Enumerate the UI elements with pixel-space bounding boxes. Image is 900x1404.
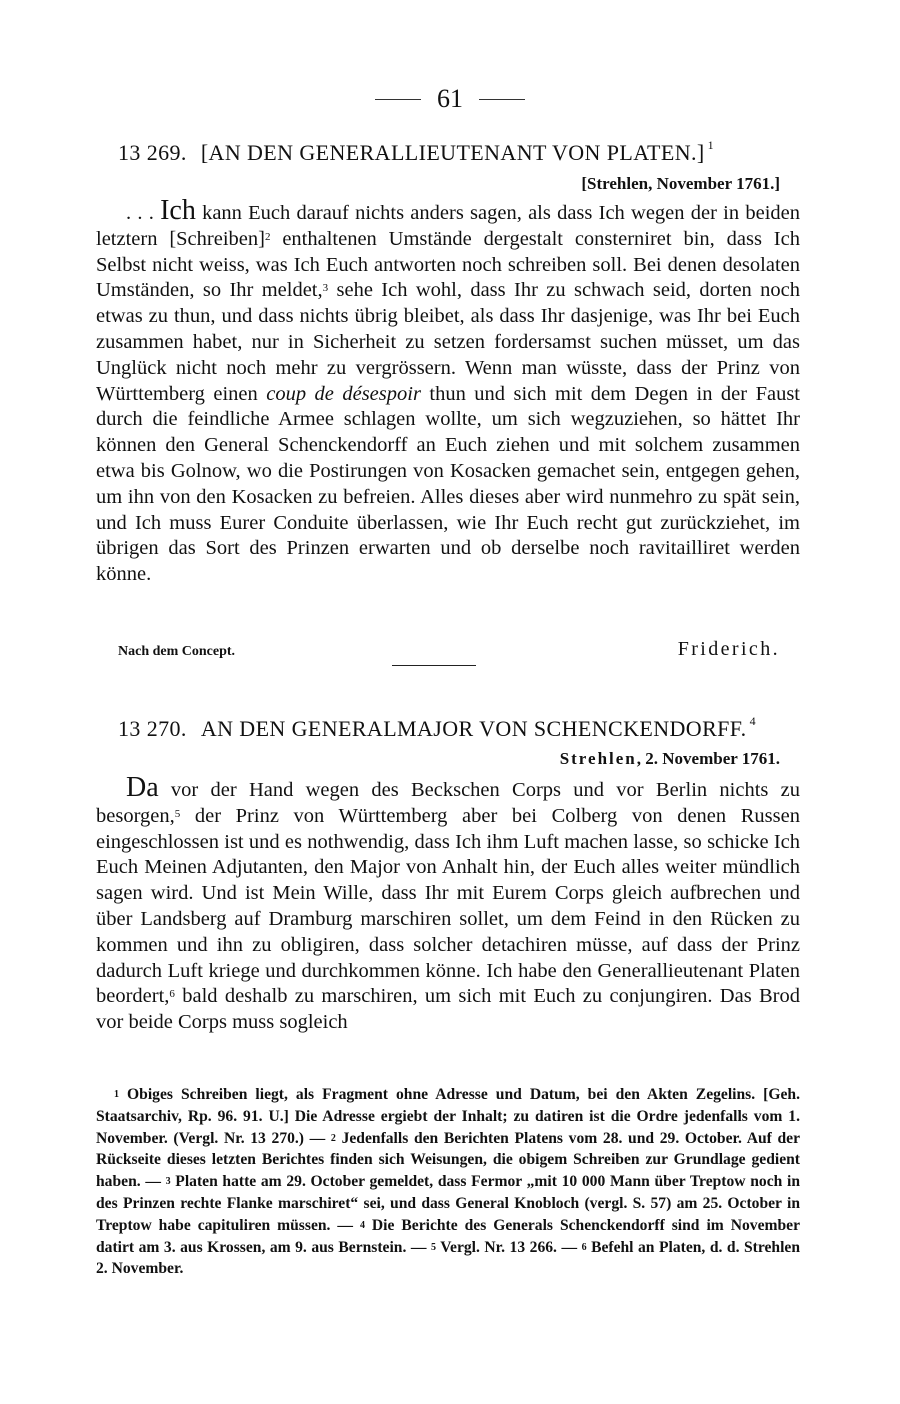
- text-run: vor der Hand wegen des Beckschen Corps und vor Berlin nichts zu besorgen,: [96, 779, 800, 827]
- letter-2-title-note: 4: [749, 714, 756, 728]
- footnote-block: [96, 1084, 800, 1280]
- letter-2-heading: [118, 716, 798, 742]
- dateline-date: , 2. November 1761.: [636, 749, 780, 768]
- footnote-2: Jedenfalls den Berichten Platens vom 28. und 29. October. Auf der Rückseite dieses letzten Berichtes finden sich Weisungen, die obigem Schreiben zur Grundlage gedient haben. —: [96, 1129, 800, 1191]
- footnote-mark-5: 5: [430, 1241, 436, 1253]
- footnote-mark-6: 6: [581, 1241, 587, 1253]
- footnote-3: Platen hatte am 29. October gemeldet, dass Fermor „mit 10 000 Mann über Treptow noch in des Prinzen rechte Flanke marschiret“ sei, und dass General Knobloch (vergl. S. 57) am 25. October in Treptow habe capituliren müssen. —: [96, 1173, 800, 1234]
- ellipsis: . . .: [126, 202, 161, 224]
- letter-1-body: [96, 195, 800, 588]
- dateline-place: Strehlen: [559, 749, 637, 768]
- initial-word: Da: [126, 772, 159, 803]
- text-run: der Prinz von Württemberg aber bei Colberg von denen Russen eingeschlossen ist und es nothwendig, dass Ich ihm Luft machen lasse, so schicke Ich Euch Meinen Adjutanten, den Major von Anhalt hin, der Euch alles weiter mündlich sagen wird. Und ist Mein Wille, dass Ihr mit Eurem Corps gleich aufbrechen und über Landsberg auf Dramburg marschiren sollet, um dem Feind in den Rücken zu kommen und ihn zu obligiren, dass solcher detachiren müsse, auf dass der Prinz dadurch Luft kriege und durchkommen könne. Ich habe den Generallieutenant Platen beordert,: [96, 804, 800, 1008]
- footnote-ref-6: 6: [169, 988, 175, 1001]
- footnote-ref-5: 5: [174, 807, 181, 820]
- footnote-4: Die Berichte des Generals Schenckendorff sind im November datirt am 3. aus Krossen, am 9. aus Bernstein. —: [96, 1216, 800, 1256]
- letter-1-title: [AN DEN GENERALLIEUTENANT VON PLATEN.]: [200, 140, 705, 165]
- letter-2-body: [96, 772, 800, 1036]
- text-run: bald deshalb zu marschiren, um sich mit Euch zu conjungiren. Das Brod vor beide Corps muss sogleich: [96, 985, 800, 1034]
- text-run: thun und sich mit dem Degen in der Faust durch die feindliche Armee schlagen wollte, um sich wegzuziehen, so hättet Ihr können den General Schenckendorff an Euch ziehen und mit solchem zusammen etwa bis Golnow, wo die Postirungen von Kosacken gemachet sein, entgegen gehen, um ihn von den Kosacken zu befreien. Alles dieses aber wird nunmehro zu spät sein, und Ich muss Eurer Conduite überlassen, wie Ihr Euch recht gut zurückziehet, im übrigen das Sort des Prinzen erwarten und ob derselbe noch ravitailliret werden könne.: [96, 382, 800, 586]
- text-run: kann Euch darauf nichts anders sagen, als dass Ich wegen der in beiden letztern [Schreiben]: [96, 202, 800, 250]
- letter-2-title: AN DEN GENERALMAJOR VON SCHENCKENDORFF.: [200, 716, 747, 741]
- letter-2-dateline: [560, 749, 780, 769]
- signature: Friderich.: [677, 638, 780, 660]
- letter-2-paragraph: [96, 772, 800, 1036]
- letter-1-signoff: [118, 638, 780, 661]
- letter-2-number: 13 270.: [118, 716, 187, 741]
- footnote-ref-3: 3: [322, 282, 329, 295]
- source-note: Nach dem Concept.: [118, 644, 236, 659]
- section-divider: [392, 665, 476, 666]
- letter-1-title-note: 1: [707, 138, 715, 152]
- letter-1-dateline: [Strehlen, November 1761.]: [581, 174, 780, 193]
- header-rule-left: [375, 99, 421, 100]
- page-header: [0, 86, 900, 112]
- page-number: 61: [437, 84, 463, 113]
- footnote-6: Befehl an Platen, d. d. Strehlen 2. November.: [96, 1238, 801, 1278]
- letter-1-number: 13 269.: [118, 140, 187, 165]
- footnote-5: Vergl. Nr. 13 266. —: [435, 1238, 582, 1256]
- text-run: enthaltenen Umstände dergestalt consterniret bin, dass Ich Selbst nicht weiss, was Ich Euch antworten noch schreiben soll. Bei denen desolaten Umständen, so Ihr meldet,: [96, 227, 800, 302]
- footnote-1: Obiges Schreiben liegt, als Fragment ohne Adresse und Datum, bei den Akten Zegelins. [Geh. Staatsarchiv, Rp. 96. 91. U.] Die Adresse ergiebt der Inhalt; zu datiren ist die Ordre jedenfalls vom 1. November. (Vergl. Nr. 13 270.) —: [96, 1086, 800, 1147]
- footnote-mark-3: 3: [165, 1176, 171, 1188]
- letter-1-paragraph: [96, 195, 800, 588]
- footnote-mark-2: 2: [330, 1132, 336, 1144]
- letter-1-heading: [118, 140, 798, 166]
- footnote-ref-2: 2: [264, 230, 271, 243]
- header-rule-right: [479, 99, 525, 100]
- text-run: sehe Ich wohl, dass Ihr zu schwach seid, dorten noch etwas zu thun, und dass nichts übrig bleibet, als dass Ihr dasjenige, was Ihr bei Euch zusammen habet, nur in Sicherheit zu setzen fordersamst suchen müsset, um das Unglück nicht noch mehr zu vergrössern. Wenn man wüsste, dass der Prinz von Württemberg einen: [96, 279, 800, 405]
- initial-word: Ich: [160, 195, 196, 226]
- italic-phrase: coup de désespoir: [266, 382, 421, 405]
- footnotes: [96, 1084, 800, 1280]
- footnote-mark-1: 1: [114, 1089, 119, 1100]
- footnote-mark-4: 4: [359, 1219, 365, 1231]
